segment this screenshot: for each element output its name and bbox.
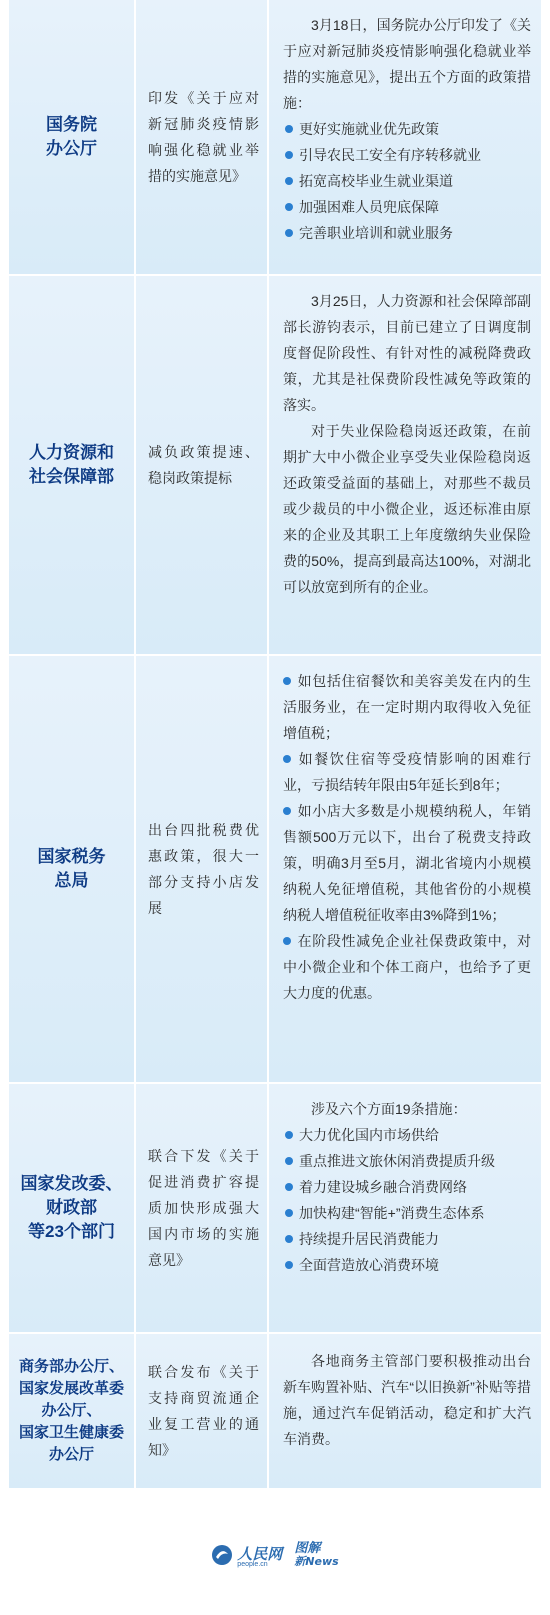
list-item: 更好实施就业优先政策 xyxy=(283,116,531,142)
table-row xyxy=(9,276,541,654)
measure-text: 印发《关于应对新冠肺炎疫情影响强化稳就业举措的实施意见》 xyxy=(148,90,259,184)
measure-cell xyxy=(136,656,267,1082)
detail-cell xyxy=(269,656,541,1082)
measure-cell xyxy=(136,1084,267,1332)
detail-paragraph: 各地商务主管部门要积极推动出台新车购置补贴、汽车“以旧换新”补贴等措施，通过汽车促销活动，稳定和扩大汽车消费。 xyxy=(283,1353,531,1447)
bullet-dot-icon xyxy=(285,1131,293,1139)
list-item: 拓宽高校毕业生就业渠道 xyxy=(283,168,531,194)
list-item: 着力建设城乡融合消费网络 xyxy=(283,1174,531,1200)
logo-sub-text: people.cn xyxy=(237,1560,268,1568)
list-item: 加快构建“智能+”消费生态体系 xyxy=(283,1200,531,1226)
list-item: 完善职业培训和就业服务 xyxy=(283,220,531,246)
bullet-dot-icon xyxy=(283,755,291,763)
logo-news-bottom: 新News xyxy=(294,1555,339,1568)
department-cell xyxy=(9,656,134,1082)
bullet-dot-icon xyxy=(285,151,293,159)
department-cell xyxy=(9,1084,134,1332)
bullet-list xyxy=(283,116,531,246)
list-item: 持续提升居民消费能力 xyxy=(283,1226,531,1252)
table-row xyxy=(9,656,541,1082)
list-item: 如餐饮住宿等受疫情影响的困难行业，亏损结转年限由5年延长到8年； xyxy=(283,751,531,793)
detail-paragraph: 对于失业保险稳岗返还政策，在前期扩大中小微企业享受失业保险稳岗返还政策受益面的基础上，对那些不裁员或少裁员的中小微企业，返还标准由原来的企业及其职工上年度缴纳失业保险费的50%，提高到最高达100%，对湖北可以放宽到所有的企业。 xyxy=(283,423,531,595)
detail-cell xyxy=(269,1334,541,1488)
people-daily-logo-icon xyxy=(211,1544,233,1566)
measure-cell xyxy=(136,1334,267,1488)
department-name: 商务部办公厅、 国家发展改革委 办公厅、 国家卫生健康委 办公厅 xyxy=(18,1358,124,1463)
bullet-dot-icon xyxy=(285,1183,293,1191)
list-item: 在阶段性减免企业社保费政策中，对中小微企业和个体工商户，也给予了更大力度的优惠。 xyxy=(283,933,531,1001)
bullet-dot-icon xyxy=(285,125,293,133)
table-row xyxy=(9,0,541,274)
detail-paragraph: 3月25日，人力资源和社会保障部副部长游钧表示，目前已建立了日调度制度督促阶段性、有针对性的减税降费政策，尤其是社保费阶段性减免等政策的落实。 xyxy=(283,293,531,413)
list-item: 大力优化国内市场供给 xyxy=(283,1122,531,1148)
detail-paragraph: 3月18日，国务院办公厅印发了《关于应对新冠肺炎疫情影响强化稳就业举措的实施意见》，提出五个方面的政策措施： xyxy=(283,17,531,111)
logo-main-text: 人民网 xyxy=(237,1544,283,1563)
measure-text: 出台四批税费优惠政策，很大一部分支持小店发展 xyxy=(148,822,259,916)
bullet-dot-icon xyxy=(283,807,291,815)
detail-cell xyxy=(269,276,541,654)
list-item: 全面营造放心消费环境 xyxy=(283,1252,531,1278)
department-name: 人力资源和 社会保障部 xyxy=(29,443,114,486)
footer-logos xyxy=(0,1525,550,1585)
bullet-dot-icon xyxy=(285,229,293,237)
department-name: 国家发改委、 财政部 等23个部门 xyxy=(20,1174,123,1241)
list-item: 引导农民工安全有序转移就业 xyxy=(283,142,531,168)
bullet-dot-icon xyxy=(285,1209,293,1217)
table-row xyxy=(9,1334,541,1488)
tujie-news-logo xyxy=(294,1542,338,1568)
detail-paragraph: 涉及六个方面19条措施： xyxy=(311,1101,467,1117)
bullet-dot-icon xyxy=(283,937,291,945)
measure-cell xyxy=(136,276,267,654)
department-name: 国务院 办公厅 xyxy=(46,115,97,158)
department-cell xyxy=(9,0,134,274)
list-item: 加强困难人员兜底保障 xyxy=(283,194,531,220)
people-daily-logo xyxy=(211,1543,282,1568)
list-item: 重点推进文旅休闲消费提质升级 xyxy=(283,1148,531,1174)
bullet-list xyxy=(283,1122,531,1278)
department-cell xyxy=(9,276,134,654)
bullet-dot-icon xyxy=(285,203,293,211)
measure-cell xyxy=(136,0,267,274)
detail-cell xyxy=(269,1084,541,1332)
bullet-dot-icon xyxy=(285,177,293,185)
department-name: 国家税务 总局 xyxy=(37,847,106,890)
bullet-dot-icon xyxy=(285,1157,293,1165)
bullet-list xyxy=(283,668,531,1006)
list-item: 如小店大多数是小规模纳税人，年销售额500万元以下，出台了税费支持政策，明确3月至5月，湖北省境内小规模纳税人免征增值税，其他省份的小规模纳税人增值税征收率由3%降到1%； xyxy=(283,803,531,923)
bullet-dot-icon xyxy=(285,1235,293,1243)
table-row xyxy=(9,1084,541,1332)
measure-text: 联合下发《关于促进消费扩容提质加快形成强大国内市场的实施意见》 xyxy=(148,1148,259,1268)
measure-text: 联合发布《关于支持商贸流通企业复工营业的通知》 xyxy=(148,1364,259,1458)
department-cell xyxy=(9,1334,134,1488)
list-item: 如包括住宿餐饮和美容美发在内的生活服务业，在一定时期内取得收入免征增值税； xyxy=(283,673,531,741)
bullet-dot-icon xyxy=(285,1261,293,1269)
bullet-dot-icon xyxy=(283,677,291,685)
logo-news-top: 图解 xyxy=(294,1541,321,1556)
measure-text: 减负政策提速、稳岗政策提标 xyxy=(148,444,259,486)
detail-cell xyxy=(269,0,541,274)
